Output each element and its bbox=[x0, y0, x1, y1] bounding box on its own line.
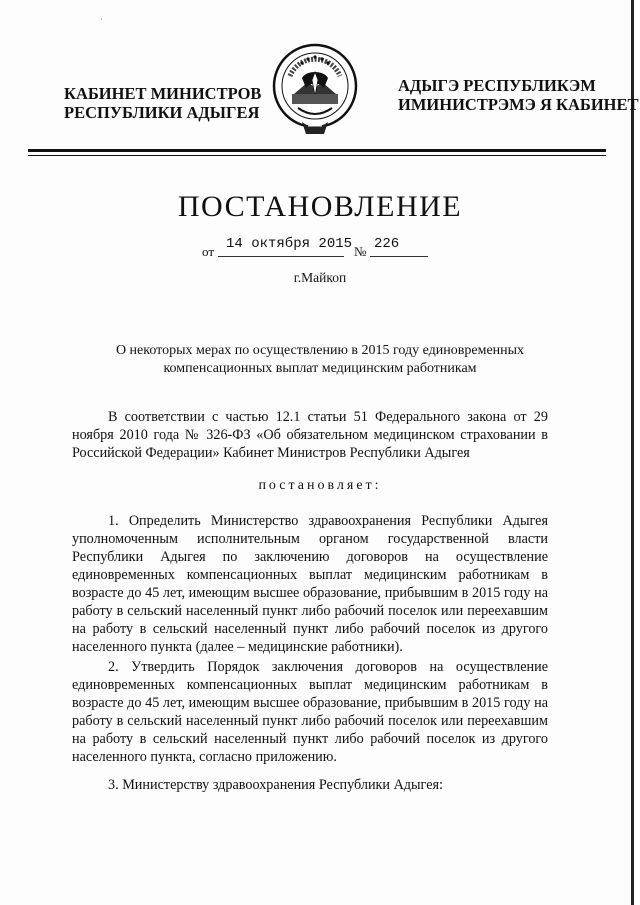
document-number: 226 bbox=[374, 236, 400, 252]
header-left-line-1: КАБИНЕТ МИНИСТРОВ bbox=[64, 84, 262, 103]
coat-of-arms-icon bbox=[272, 36, 358, 140]
header-rule-thin bbox=[28, 155, 606, 156]
date-underline bbox=[218, 256, 344, 257]
scan-speck: · bbox=[100, 14, 103, 24]
date-prefix: от bbox=[202, 244, 215, 259]
header-left-line-2: РЕСПУБЛИКИ АДЫГЕЯ bbox=[64, 103, 260, 122]
document-date: 14 октября 2015 bbox=[226, 236, 353, 252]
header-right bbox=[398, 76, 639, 114]
document-title: ПОСТАНОВЛЕНИЕ bbox=[177, 190, 463, 223]
item-1-paragraph: 1. Определить Министерство здравоохранения Республики Адыгея уполномоченным исполнительным органом государственной власти Республики Адыгея по заключению договоров на осуществление единовременных компенсационных выплат медицинским работникам в возрасте до 45 лет, имеющим высшее образование, прибывшим в 2015 году на работу в сельский населенный пункт либо рабочий поселок или переехавшим на работу в сельский населенный пункт либо рабочий поселок из другого населенного пункта (далее – медицинские работники). bbox=[72, 513, 548, 655]
item-2-paragraph: 2. Утвердить Порядок заключения договоров на осуществление единовременных компенсационных выплат медицинским работникам в возрасте до 45 лет, имеющим высшее образование, прибывшим в 2015 году на работу в сельский населенный пункт либо рабочий поселок или переехавшим на работу в сельский населенный пункт либо рабочий поселок из другого населенного пункта, согласно приложению. bbox=[72, 659, 548, 765]
city: г.Майкоп bbox=[293, 270, 347, 285]
header-rule-thick bbox=[28, 149, 606, 152]
decree-word: постановляет: bbox=[258, 478, 382, 493]
header-left bbox=[64, 84, 261, 122]
header-right-line-2: ИМИНИСТРЭМЭ Я КАБИНЕТ bbox=[398, 95, 639, 114]
number-underline bbox=[370, 256, 428, 257]
scan-edge bbox=[631, 0, 634, 905]
document-subject: О некоторых мерах по осуществлению в 2015 году единовременных компенсационных выплат медицинским работникам bbox=[115, 343, 525, 376]
preamble-paragraph: В соответствии с частью 12.1 статьи 51 Федерального закона от 29 ноября 2010 года № 326-ФЗ «Об обязательном медицинском страховании в Российской Федерации» Кабинет Министров Республики Адыгея bbox=[72, 409, 548, 461]
number-prefix: № bbox=[354, 244, 367, 259]
header-right-line-1: АДЫГЭ РЕСПУБЛИКЭМ bbox=[398, 76, 596, 95]
item-3-paragraph: 3. Министерству здравоохранения Республики Адыгея: bbox=[108, 777, 443, 793]
